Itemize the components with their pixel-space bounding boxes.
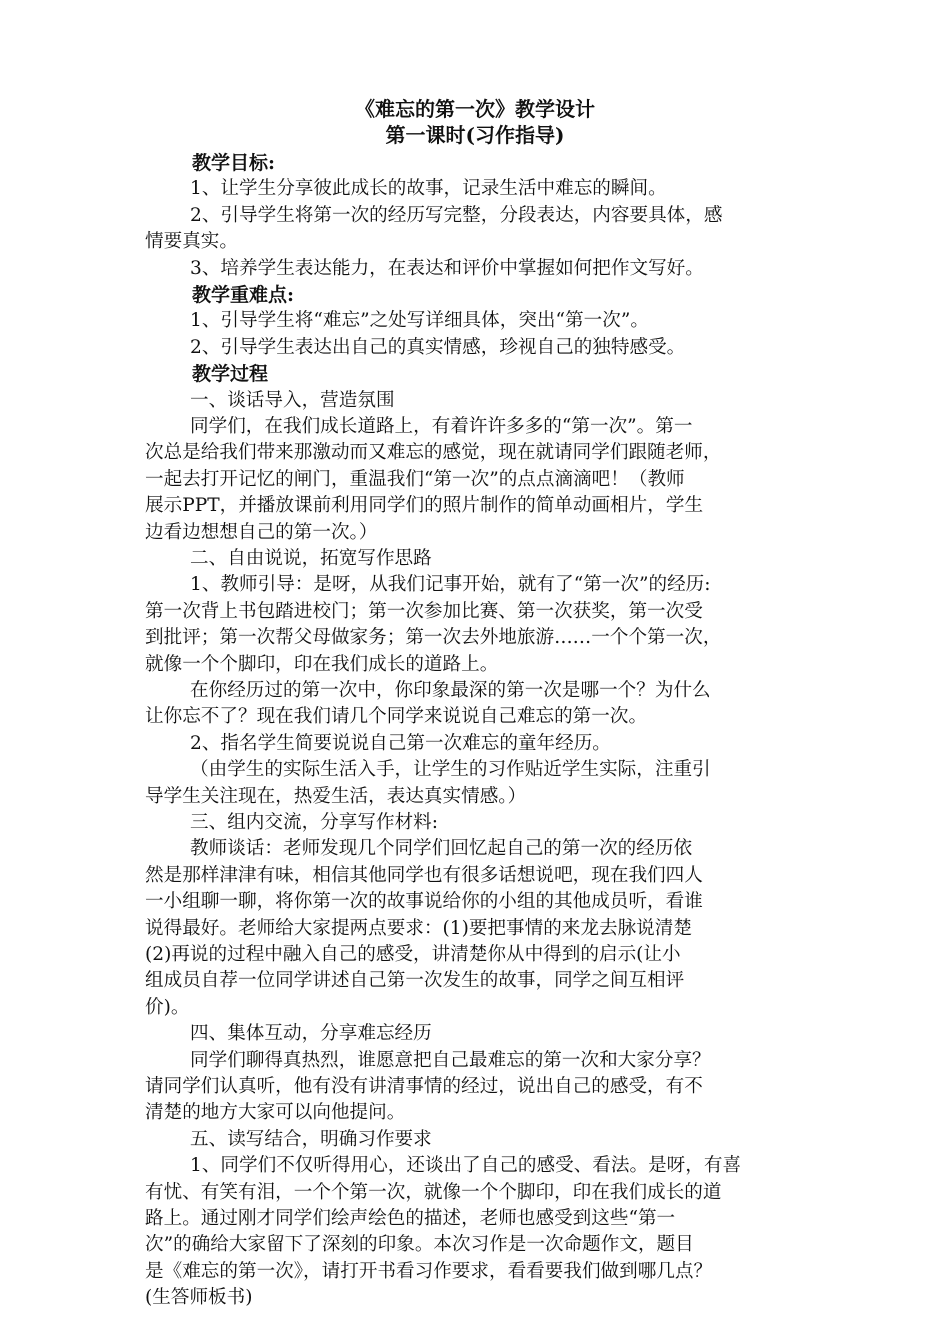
body-line: 有忧、有笑有泪，一个个第一次，就像一个个脚印，印在我们成长的道 <box>145 1181 722 1203</box>
body-line: 1、同学们不仅听得用心，还谈出了自己的感受、看法。是呀，有喜 <box>190 1155 742 1177</box>
body-line: 然是那样津津有味，相信其他同学也有很多话想说吧，现在我们四人 <box>145 864 703 886</box>
body-line: 导学生关注现在，热爱生活，表达真实情感。） <box>145 785 527 807</box>
body-line: 2、引导学生将第一次的经历写完整，分段表达，内容要具体，感 <box>190 204 723 226</box>
body-line: 同学们，在我们成长道路上，有着许许多多的“第一次”。第一 <box>190 416 693 437</box>
body-line: 五、读写结合，明确习作要求 <box>190 1128 432 1150</box>
body-line: 一起去打开记忆的闸门，重温我们“第一次”的点点滴滴吧！（教师 <box>145 468 685 490</box>
body-line: 四、集体互动，分享难忘经历 <box>190 1023 432 1045</box>
body-line: 就像一个个脚印，印在我们成长的道路上。 <box>145 653 499 675</box>
body-line: 1、让学生分享彼此成长的故事，记录生活中难忘的瞬间。 <box>190 178 667 200</box>
body-line: 请同学们认真听，他有没有讲清事情的经过，说出自己的感受，有不 <box>145 1076 703 1097</box>
body-line: 二、自由说说，拓宽写作思路 <box>190 548 432 569</box>
body-line: 组成员自荐一位同学讲述自己第一次发生的故事，同学之间互相评 <box>145 970 685 992</box>
body-line: 在你经历过的第一次中，你印象最深的第一次是哪一个？为什么 <box>190 680 711 701</box>
body-line: 教师谈话：老师发现几个同学们回忆起自己的第一次的经历依 <box>190 838 693 860</box>
body-line: 第一次背上书包踏进校门；第一次参加比赛、第一次获奖，第一次受 <box>145 600 703 622</box>
body-line: 到批评；第一次帮父母做家务；第一次去外地旅游……一个个第一次， <box>145 627 722 649</box>
body-line: 次总是给我们带来那激动而又难忘的感觉，现在就请同学们跟随老师， <box>145 442 722 464</box>
body-line: 2、引导学生表达出自己的真实情感，珍视自己的独特感受。 <box>190 336 686 358</box>
body-line: 同学们聊得真热烈，谁愿意把自己最难忘的第一次和大家分享？ <box>190 1049 711 1071</box>
body-line: 1、引导学生将“难忘”之处写详细具体，突出“第一次”。 <box>190 310 649 332</box>
body-line: 价)。 <box>145 996 190 1018</box>
section-heading: 教学目标: <box>192 152 276 174</box>
body-line: 一小组聊一聊，将你第一次的故事说给你的小组的其他成员听，看谁 <box>145 891 703 913</box>
body-line: 3、培养学生表达能力，在表达和评价中掌握如何把作文写好。 <box>190 257 704 279</box>
body-line: 是《难忘的第一次》，请打开书看习作要求，看看要我们做到哪几点？ <box>145 1260 713 1282</box>
body-line: 让你忘不了？现在我们请几个同学来说说自己难忘的第一次。 <box>145 706 648 728</box>
section-heading: 教学重难点: <box>192 284 295 306</box>
body-line: (2)再说的过程中融入自己的感受，讲清楚你从中得到的启示(让小 <box>145 944 681 965</box>
document-subtitle: 第一课时(习作指导) <box>385 123 565 147</box>
body-line: 说得最好。老师给大家提两点要求：(1)要把事情的来龙去脉说清楚 <box>145 917 692 939</box>
body-line: 1、教师引导：是呀，从我们记事开始，就有了“第一次”的经历: <box>190 574 711 596</box>
body-line: 情要真实。 <box>145 231 238 253</box>
body-line: 次”的确给大家留下了深刻的印象。本次习作是一次命题作文，题目 <box>145 1234 694 1256</box>
body-line: 一、谈话导入，营造氛围 <box>190 389 395 411</box>
body-line: 路上。通过刚才同学们绘声绘色的描述，老师也感受到这些“第一 <box>145 1208 676 1229</box>
body-line: 2、指名学生简要说说自己第一次难忘的童年经历。 <box>190 732 611 754</box>
body-line: （由学生的实际生活入手，让学生的习作贴近学生实际，注重引 <box>190 759 711 781</box>
section-heading: 教学过程 <box>192 363 269 386</box>
body-line: 清楚的地方大家可以向他提问。 <box>145 1102 406 1124</box>
document-title: 《难忘的第一次》教学设计 <box>355 97 595 121</box>
body-line: (生答师板书) <box>145 1287 253 1309</box>
body-line: 展示PPT，并播放课前利用同学们的照片制作的简单动画相片，学生 <box>145 495 704 517</box>
body-line: 三、组内交流，分享写作材料: <box>190 812 438 833</box>
body-line: 边看边想想自己的第一次。） <box>145 521 378 543</box>
